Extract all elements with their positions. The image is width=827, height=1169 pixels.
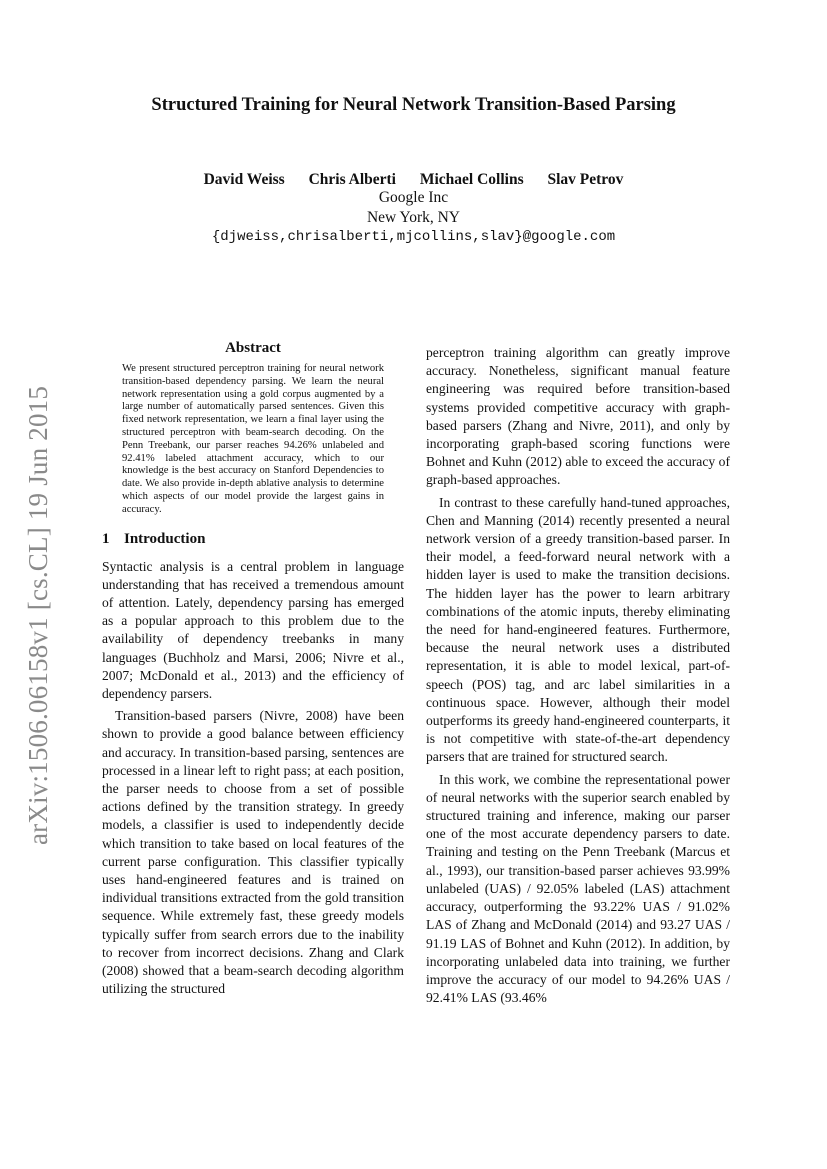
body-paragraph: Transition-based parsers (Nivre, 2008) have been shown to provide a good balance between efficiency and accuracy. In transition-based parsing, sentences are processed in a linear left to right pass; at each position, the parser needs to choose from a set of possible actions defined by the transition strategy. In greedy models, a classifier is used to independently decide which transition to take based on local features of the current parse configuration. This classifier typically uses hand-engineered features and is trained on individual transitions extracted from the gold transition sequence. While extremely fast, these greedy models typically suffer from search errors due to the inability to recover from incorrect decisions. Zhang and Clark (2008) showed that a beam-search decoding algorithm utilizing the structured <box>102 708 404 997</box>
body-paragraph: perceptron training algorithm can greatly improve accuracy. Nonetheless, significant manual feature engineering was required before transition-based systems provided competitive accuracy with graph-based parsers (Zhang and Nivre, 2011), and only by incorporating graph-based scoring functions were Bohnet and Kuhn (2012) able to exceed the accuracy of graph-based approaches. <box>426 345 730 488</box>
author-name: Chris Alberti <box>308 171 396 188</box>
body-paragraph: Syntactic analysis is a central problem in language understanding that has received a tremendous amount of attention. Lately, dependency parsing has emerged as a popular approach to this problem due to the availability of dependency treebanks in many languages (Buchholz and Marsi, 2006; Nivre et al., 2007; McDonald et al., 2013) and the efficiency of dependency parsers. <box>102 558 404 701</box>
author-name: David Weiss <box>203 171 285 188</box>
arxiv-identifier-stamp: arXiv:1506.06158v1 [cs.CL] 19 Jun 2015 <box>23 385 53 845</box>
author-name: Slav Petrov <box>547 171 624 188</box>
section-title: Introduction <box>124 530 206 547</box>
author-list <box>0 171 827 189</box>
section-heading <box>102 531 404 548</box>
paper-title: Structured Training for Neural Network Transition-Based Parsing <box>151 95 676 115</box>
author-name: Michael Collins <box>419 171 524 188</box>
body-paragraph: In this work, we combine the representational power of neural networks with the superior search enabled by structured training and inference, making our parser one of the most accurate dependency parsers to date. Training and testing on the Penn Treebank (Marcus et al., 1993), our transition-based parser achieves 93.99% unlabeled (UAS) / 92.05% labeled (LAS) attachment accuracy, outperforming the 93.22% UAS / 91.02% LAS of Zhang and McDonald (2014) and 93.27 UAS / 91.19 LAS of Bohnet and Kuhn (2012). In addition, by incorporating unlabeled data into training, we further improve the accuracy of our model to 94.26% UAS / 92.41% LAS (93.46% <box>426 771 730 1006</box>
right-column <box>426 344 730 1007</box>
affiliation-location: New York, NY <box>366 209 460 226</box>
section-number: 1 <box>102 530 110 547</box>
author-emails: {djweiss,chrisalberti,mjcollins,slav}@google.com <box>211 229 616 245</box>
body-paragraph: In contrast to these carefully hand-tuned approaches, Chen and Manning (2014) recently presented a neural network version of a greedy transition-based parser. In their model, a feed-forward neural network with a hidden layer is used to make the transition decisions. The hidden layer has the power to learn arbitrary combinations of the atomic inputs, thereby eliminating the need for hand-engineered features. Furthermore, because the neural network uses a distributed representation, it is able to model lexical, part-of-speech (POS) tag, and arc label similarities in a continuous space. However, although their model outperforms its greedy hand-engineered counterparts, it is not competitive with state-of-the-art dependency parsers that are trained for structured search. <box>426 494 730 765</box>
abstract-heading: Abstract <box>225 340 281 356</box>
abstract-text: We present structured perceptron training for neural network transition-based dependency parsing. We learn the neural network representation using a gold corpus augmented by a large number of automatically parsed sentences. Given this fixed network representation, we learn a final layer using the structured perceptron with beam-search decoding. On the Penn Treebank, our parser reaches 94.26% unlabeled and 92.41% labeled attachment accuracy, which to our knowledge is the best accuracy on Stanford Dependencies to date. We also provide in-depth ablative analysis to determine which aspects of our model provide the largest gains in accuracy. <box>122 363 384 515</box>
affiliation-organization: Google Inc <box>378 189 449 206</box>
left-column <box>102 340 404 998</box>
